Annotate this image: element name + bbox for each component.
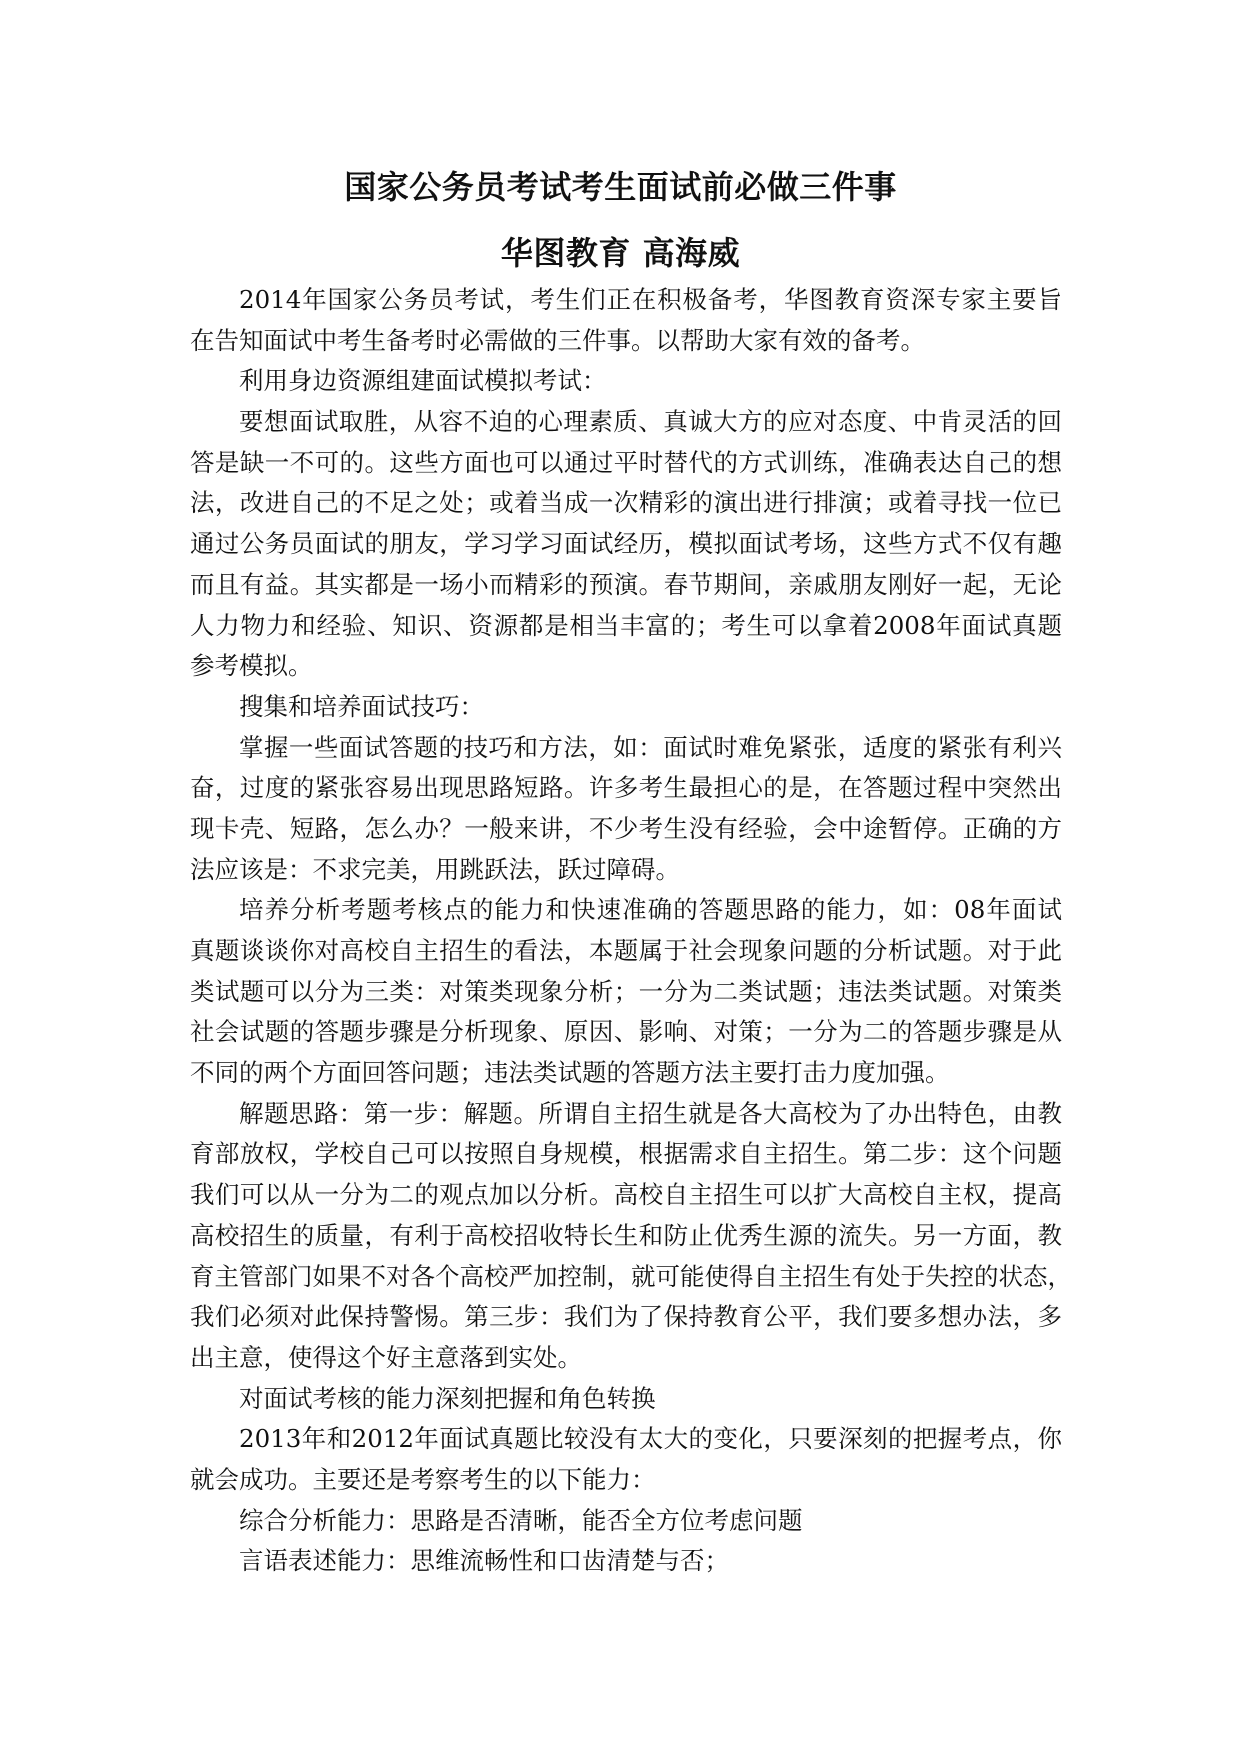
paragraph-line: 2014年国家公务员考试，考生们正在积极备考，华图教育资深专家主要旨 bbox=[239, 285, 1062, 314]
paragraph-line: 法应该是：不求完美，用跳跃法，跃过障碍。 bbox=[190, 854, 680, 884]
paragraph-line: 在告知面试中考生备考时必需做的三件事。以帮助大家有效的备考。 bbox=[190, 325, 925, 355]
paragraph-line: 2013年和2012年面试真题比较没有太大的变化，只要深刻的把握考点，你 bbox=[239, 1424, 1062, 1454]
paragraph-line: 要想面试取胜，从容不迫的心理素质、真诚大方的应对态度、中肯灵活的回 bbox=[239, 407, 1062, 437]
paragraph bbox=[190, 1501, 1062, 1542]
paragraph bbox=[190, 280, 1062, 361]
paragraph-line: 言语表述能力：思维流畅性和口齿清楚与否； bbox=[239, 1546, 729, 1576]
paragraph-line: 利用身边资源组建面试模拟考试： bbox=[239, 366, 607, 396]
paragraph-line: 我们可以从一分为二的观点加以分析。高校自主招生可以扩大高校自主权，提高 bbox=[190, 1180, 1062, 1210]
paragraph-line: 人力物力和经验、知识、资源都是相当丰富的；考生可以拿着2008年面试真题 bbox=[190, 610, 1062, 640]
paragraph-line: 育主管部门如果不对各个高校严加控制，就可能使得自主招生有处于失控的状态， bbox=[190, 1261, 1072, 1291]
paragraph-line: 真题谈谈你对高校自主招生的看法，本题属于社会现象问题的分析试题。对于此 bbox=[190, 936, 1062, 965]
paragraph-line: 现卡壳、短路，怎么办？一般来讲，不少考生没有经验，会中途暂停。正确的方 bbox=[190, 813, 1062, 843]
paragraph-line: 育部放权，学校自己可以按照自身规模，根据需求自主招生。第二步：这个问题 bbox=[190, 1139, 1062, 1169]
paragraph-line: 通过公务员面试的朋友，学习学习面试经历，模拟面试考场，这些方式不仅有趣 bbox=[190, 529, 1062, 559]
paragraph-line: 我们必须对此保持警惕。第三步：我们为了保持教育公平，我们要多想办法，多 bbox=[190, 1302, 1062, 1332]
paragraph bbox=[190, 1419, 1062, 1500]
paragraph-line: 社会试题的答题步骤是分析现象、原因、影响、对策；一分为二的答题步骤是从 bbox=[190, 1017, 1062, 1047]
paragraph-line: 参考模拟。 bbox=[190, 651, 313, 681]
paragraph bbox=[190, 402, 1062, 687]
paragraph-line: 掌握一些面试答题的技巧和方法，如：面试时难免紧张，适度的紧张有利兴 bbox=[239, 732, 1062, 762]
paragraph-line: 法，改进自己的不足之处；或着当成一次精彩的演出进行排演；或着寻找一位已 bbox=[190, 488, 1062, 518]
paragraph-line: 培养分析考题考核点的能力和快速准确的答题思路的能力，如：08年面试 bbox=[239, 895, 1062, 925]
paragraph bbox=[190, 1541, 1062, 1582]
paragraph-line: 答是缺一不可的。这些方面也可以通过平时替代的方式训练，准确表达自己的想 bbox=[190, 447, 1062, 477]
paragraph bbox=[190, 1094, 1072, 1379]
paragraph-line: 搜集和培养面试技巧： bbox=[239, 691, 484, 721]
paragraph bbox=[190, 1379, 1062, 1420]
paragraph bbox=[190, 728, 1062, 891]
paragraph bbox=[190, 890, 1062, 1093]
paragraph-line: 而且有益。其实都是一场小而精彩的预演。春节期间，亲戚朋友刚好一起，无论 bbox=[190, 569, 1062, 599]
paragraph-line: 对面试考核的能力深刻把握和角色转换 bbox=[239, 1383, 656, 1413]
paragraph-line: 出主意，使得这个好主意落到实处。 bbox=[190, 1342, 582, 1372]
paragraph-line: 就会成功。主要还是考察考生的以下能力： bbox=[190, 1464, 656, 1494]
paragraph-line: 高校招生的质量，有利于高校招收特长生和防止优秀生源的流失。另一方面，教 bbox=[190, 1220, 1062, 1250]
document-title: 国家公务员考试考生面试前必做三件事 bbox=[344, 168, 897, 206]
paragraph-line: 解题思路：第一步：解题。所谓自主招生就是各大高校为了办出特色，由教 bbox=[239, 1098, 1062, 1128]
paragraph bbox=[190, 687, 1062, 728]
paragraph-line: 综合分析能力：思路是否清晰，能否全方位考虑问题 bbox=[239, 1505, 803, 1535]
paragraph-line: 不同的两个方面回答问题；违法类试题的答题方法主要打击力度加强。 bbox=[190, 1058, 950, 1088]
paragraph-line: 类试题可以分为三类：对策类现象分析；一分为二类试题；违法类试题。对策类 bbox=[190, 976, 1062, 1006]
paragraph-line: 奋，过度的紧张容易出现思路短路。许多考生最担心的是，在答题过程中突然出 bbox=[190, 773, 1062, 803]
document-body bbox=[190, 280, 1072, 1582]
paragraph bbox=[190, 361, 1062, 402]
document-author: 华图教育 高海威 bbox=[500, 234, 741, 272]
